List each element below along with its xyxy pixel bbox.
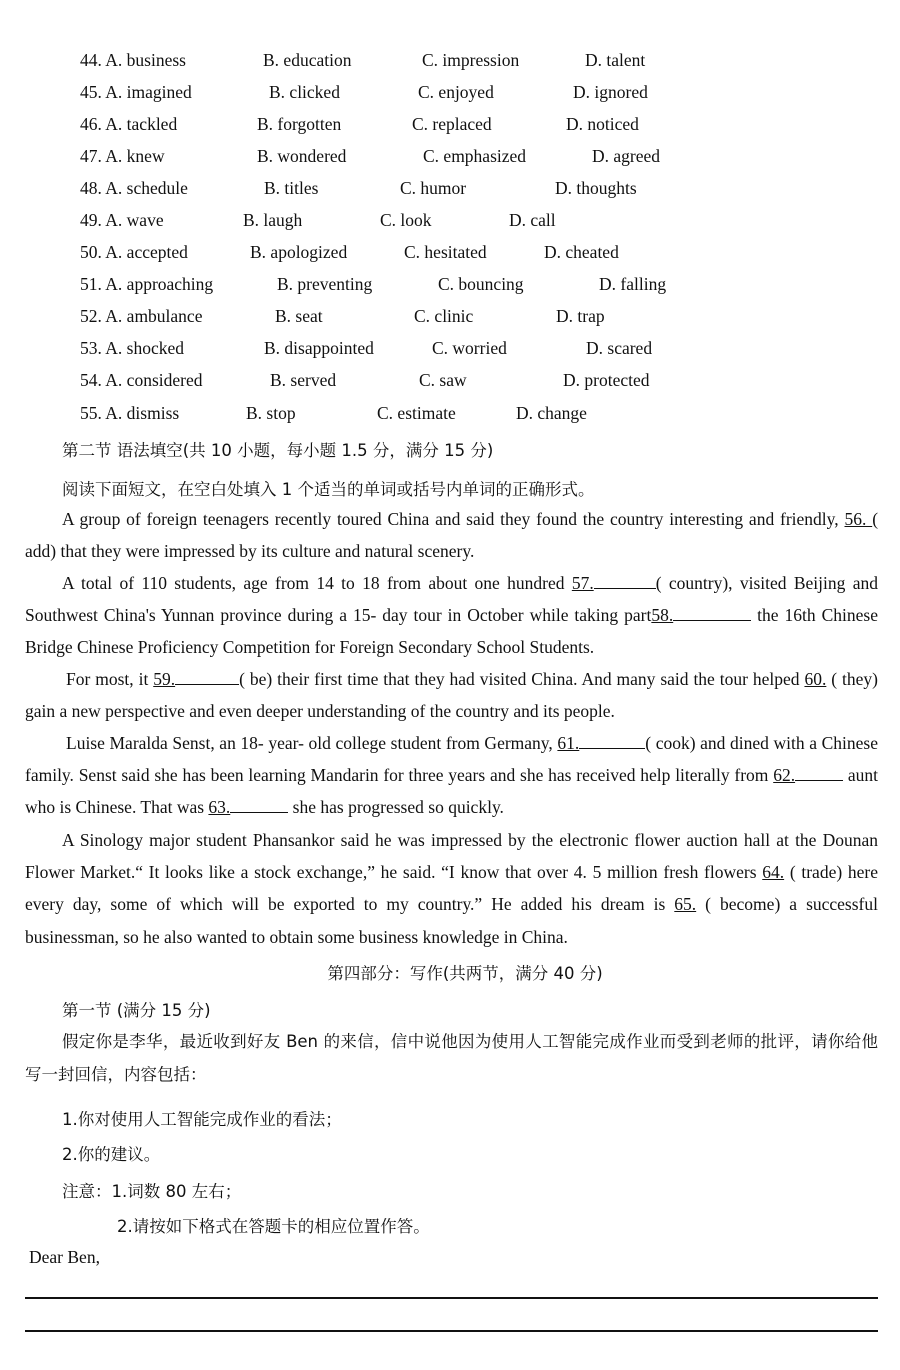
option-50-b[interactable]: B. apologized bbox=[250, 242, 348, 262]
option-46-a[interactable]: 46. A. tackled bbox=[80, 114, 178, 134]
option-55-b[interactable]: B. stop bbox=[246, 403, 296, 423]
option-45-c[interactable]: C. enjoyed bbox=[418, 82, 494, 102]
grammar-instruction: 阅读下面短文，在空白处填入 1 个适当的单词或括号内单词的正确形式。 bbox=[62, 480, 595, 499]
option-53-c[interactable]: C. worried bbox=[432, 338, 507, 358]
option-51-b[interactable]: B. preventing bbox=[277, 274, 373, 294]
writing-note-2: 2.请按如下格式在答题卡的相应位置作答。 bbox=[117, 1217, 430, 1236]
option-45-a[interactable]: 45. A. imagined bbox=[80, 82, 192, 102]
question-row-55 bbox=[80, 403, 780, 429]
option-52-c[interactable]: C. clinic bbox=[414, 306, 474, 326]
option-51-a[interactable]: 51. A. approaching bbox=[80, 274, 214, 294]
writing-point-1: 1.你对使用人工智能完成作业的看法； bbox=[62, 1110, 342, 1129]
writing-part-title: 第四部分：写作(共两节，满分 40 分) bbox=[327, 964, 603, 983]
option-44-b[interactable]: B. education bbox=[263, 50, 352, 70]
question-row-51 bbox=[80, 274, 780, 300]
option-46-d[interactable]: D. noticed bbox=[566, 114, 639, 134]
blank-63[interactable]: 63. bbox=[208, 797, 231, 818]
option-51-c[interactable]: C. bouncing bbox=[438, 274, 524, 294]
answer-line-1[interactable] bbox=[25, 1297, 878, 1299]
passage-paragraph-5: A Sinology major student Phansankor said he was impressed by the electronic flower auction hall at the Dounan Flower Market.“ It looks like a stock exchange,” he said. “I know that over 4. 5 million fresh flowers 64. ( trade) here every day, some of which will be exported to my country.” He added his dream is 65. ( become) a successful businessman, so he also wanted to obtain some business knowledge in China. bbox=[25, 830, 878, 947]
option-47-c[interactable]: C. emphasized bbox=[423, 146, 527, 166]
writing-point-2: 2.你的建议。 bbox=[62, 1145, 161, 1164]
option-55-c[interactable]: C. estimate bbox=[377, 403, 456, 423]
option-52-b[interactable]: B. seat bbox=[275, 306, 323, 326]
option-45-b[interactable]: B. clicked bbox=[269, 82, 340, 102]
blank-64[interactable]: 64. bbox=[762, 862, 785, 883]
blank-61[interactable]: 61. bbox=[557, 733, 580, 753]
option-49-b[interactable]: B. laugh bbox=[243, 210, 303, 230]
option-47-d[interactable]: D. agreed bbox=[592, 146, 661, 166]
option-55-a[interactable]: 55. A. dismiss bbox=[80, 403, 180, 423]
question-row-49 bbox=[80, 210, 780, 236]
option-52-d[interactable]: D. trap bbox=[556, 306, 605, 326]
option-50-d[interactable]: D. cheated bbox=[544, 242, 619, 262]
passage-paragraph-3: For most, it 59. ( be) their first time that they had visited China. And many said the tour helped 60. ( they) gain a new perspective and even deeper understanding of the country and its people. bbox=[25, 663, 878, 727]
writing-prompt: 假定你是李华，最近收到好友 Ben 的来信，信中说他因为使用人工智能完成作业而受到老师的批评，请你给他写一封回信，内容包括： bbox=[25, 1032, 878, 1084]
question-row-52 bbox=[80, 306, 780, 332]
option-44-c[interactable]: C. impression bbox=[422, 50, 520, 70]
blank-58[interactable]: 58. bbox=[651, 605, 674, 626]
question-row-44 bbox=[80, 50, 780, 76]
question-row-46 bbox=[80, 114, 780, 140]
blank-59[interactable]: 59. bbox=[153, 669, 176, 689]
option-47-a[interactable]: 47. A. knew bbox=[80, 146, 165, 166]
option-48-d[interactable]: D. thoughts bbox=[555, 178, 637, 198]
option-49-a[interactable]: 49. A. wave bbox=[80, 210, 164, 230]
blank-57[interactable]: 57. bbox=[571, 573, 594, 593]
option-49-d[interactable]: D. call bbox=[509, 210, 556, 230]
question-row-53 bbox=[80, 338, 780, 364]
option-54-a[interactable]: 54. A. considered bbox=[80, 370, 203, 390]
grammar-heading: 第二节 语法填空(共 10 小题，每小题 1.5 分，满分 15 分) bbox=[62, 441, 494, 460]
option-51-d[interactable]: D. falling bbox=[599, 274, 667, 294]
option-50-c[interactable]: C. hesitated bbox=[404, 242, 487, 262]
option-53-a[interactable]: 53. A. shocked bbox=[80, 338, 185, 358]
blank-60[interactable]: 60. bbox=[804, 669, 827, 689]
option-54-c[interactable]: C. saw bbox=[419, 370, 467, 390]
blank-62-line[interactable] bbox=[795, 762, 843, 781]
option-55-d[interactable]: D. change bbox=[516, 403, 587, 423]
option-46-c[interactable]: C. replaced bbox=[412, 114, 492, 134]
question-row-48 bbox=[80, 178, 780, 204]
blank-56[interactable]: 56. bbox=[844, 509, 873, 529]
option-44-a[interactable]: 44. A. business bbox=[80, 50, 186, 70]
option-49-c[interactable]: C. look bbox=[380, 210, 432, 230]
option-45-d[interactable]: D. ignored bbox=[573, 82, 648, 102]
answer-line-2[interactable] bbox=[25, 1330, 878, 1332]
letter-salutation: Dear Ben, bbox=[29, 1247, 100, 1267]
option-48-c[interactable]: C. humor bbox=[400, 178, 467, 198]
option-54-b[interactable]: B. served bbox=[270, 370, 337, 390]
option-44-d[interactable]: D. talent bbox=[585, 50, 646, 70]
option-53-d[interactable]: D. scared bbox=[586, 338, 653, 358]
option-47-b[interactable]: B. wondered bbox=[257, 146, 347, 166]
option-48-a[interactable]: 48. A. schedule bbox=[80, 178, 188, 198]
writing-section-heading: 第一节 (满分 15 分) bbox=[62, 1001, 211, 1020]
blank-62[interactable]: 62. bbox=[773, 765, 796, 786]
question-row-47 bbox=[80, 146, 780, 172]
blank-61-line[interactable] bbox=[579, 730, 645, 749]
blank-57-line[interactable] bbox=[594, 570, 656, 589]
question-row-50 bbox=[80, 242, 780, 268]
option-50-a[interactable]: 50. A. accepted bbox=[80, 242, 188, 262]
blank-63-line[interactable] bbox=[230, 794, 288, 813]
blank-58-line[interactable] bbox=[673, 602, 751, 621]
writing-note-1: 注意：1.词数 80 左右； bbox=[62, 1182, 242, 1201]
question-row-45 bbox=[80, 82, 780, 108]
blank-65[interactable]: 65. bbox=[674, 894, 697, 915]
option-52-a[interactable]: 52. A. ambulance bbox=[80, 306, 203, 326]
option-48-b[interactable]: B. titles bbox=[264, 178, 319, 198]
option-46-b[interactable]: B. forgotten bbox=[257, 114, 342, 134]
question-row-54 bbox=[80, 370, 780, 396]
passage-paragraph-4: Luise Maralda Senst, an 18- year- old college student from Germany, 61. ( cook) and dined with a Chinese family. Senst said she has been learning Mandarin for three years and she has received help literally from 62. aunt who is Chinese. That was 63. she has progressed so quickly. bbox=[25, 727, 878, 824]
option-54-d[interactable]: D. protected bbox=[563, 370, 650, 390]
blank-59-line[interactable] bbox=[175, 666, 239, 685]
passage-paragraph-2: A total of 110 students, age from 14 to 18 from about one hundred 57. ( country), visited Beijing and Southwest China's Yunnan province during a 15- day tour in October while taking part58. the 16th Chinese Bridge Chinese Proficiency Competition for Foreign Secondary School Students. bbox=[25, 567, 878, 664]
passage-paragraph-1: A group of foreign teenagers recently toured China and said they found the country interesting and friendly, 56. ( add) that they were impressed by its culture and natural scenery. bbox=[25, 509, 879, 562]
option-53-b[interactable]: B. disappointed bbox=[264, 338, 374, 358]
